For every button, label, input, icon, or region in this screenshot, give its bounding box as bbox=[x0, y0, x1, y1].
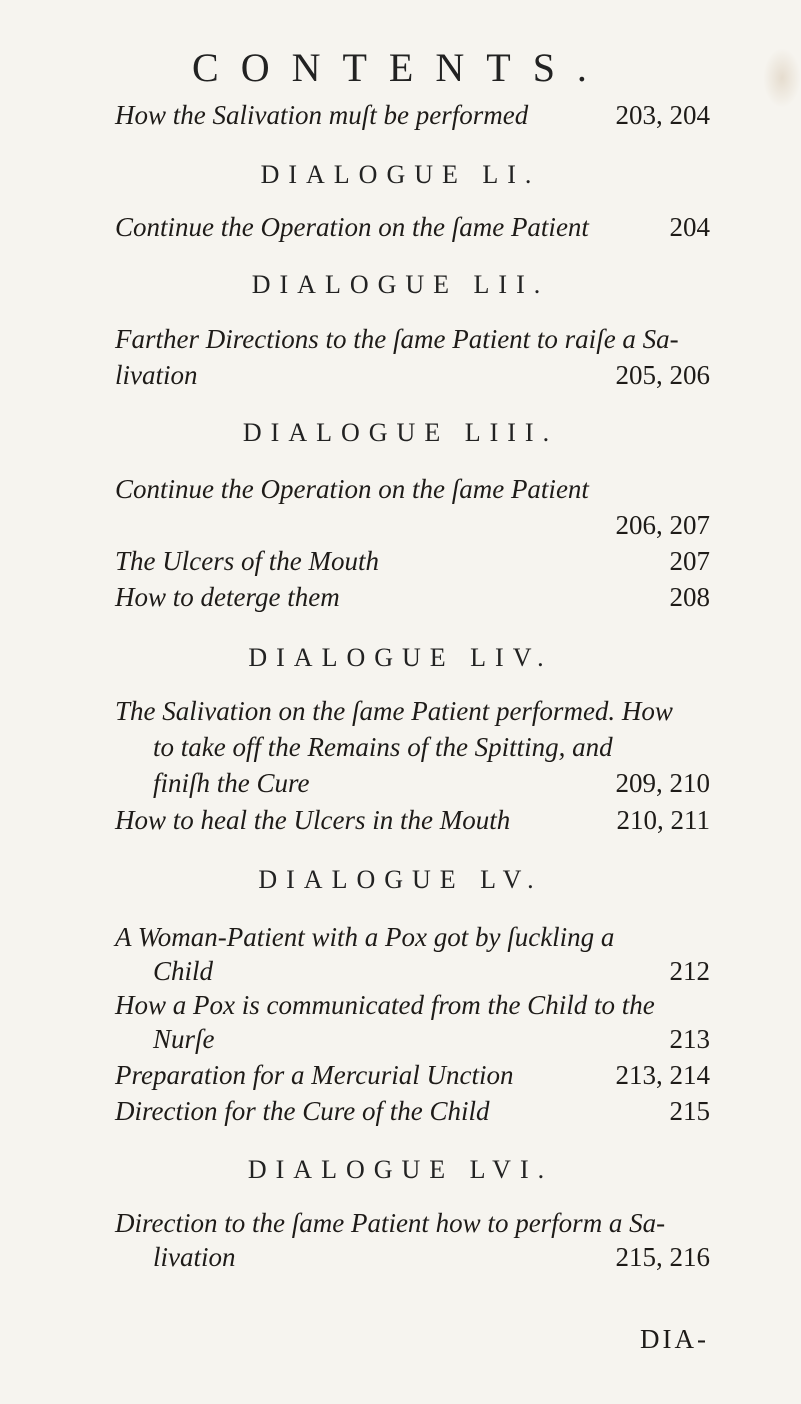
entry-title: How a Pox is communicated from the Child to the bbox=[115, 990, 655, 1020]
contents-entry bbox=[115, 212, 710, 252]
contents-entry bbox=[115, 1208, 710, 1284]
entry-title: Continue the Operation on the ſame Patient bbox=[115, 212, 589, 242]
dialogue-heading: DIALOGUE LI. bbox=[260, 160, 541, 189]
entry-pages: 213 bbox=[669, 1024, 710, 1054]
contents-entry bbox=[115, 324, 710, 400]
entry-pages: 215, 216 bbox=[615, 1242, 710, 1272]
contents-entry bbox=[115, 546, 710, 582]
contents-entry bbox=[115, 582, 710, 618]
entry-title-continued: finiſh the Cure bbox=[153, 768, 310, 798]
entry-title: Direction for the Cure of the Child bbox=[115, 1096, 490, 1126]
entry-pages: 203, 204 bbox=[615, 100, 710, 130]
entry-pages: 209, 210 bbox=[615, 768, 710, 798]
entry-title-continued: livation bbox=[153, 1242, 236, 1272]
contents-entry bbox=[115, 1060, 710, 1096]
catchword: DIA- bbox=[640, 1324, 709, 1354]
contents-entry bbox=[115, 474, 710, 550]
dialogue-heading: DIALOGUE LIV. bbox=[248, 643, 553, 672]
entry-title: How to heal the Ulcers in the Mouth bbox=[115, 805, 511, 835]
entry-title: A Woman-Patient with a Pox got by ſuckling a bbox=[115, 922, 615, 952]
entry-title: Farther Directions to the ſame Patient to raiſe a Sa- bbox=[115, 324, 679, 354]
dialogue-heading: DIALOGUE LV. bbox=[258, 865, 543, 894]
entry-pages: 204 bbox=[669, 212, 710, 242]
contents-entry bbox=[115, 805, 710, 841]
entry-title: Preparation for a Mercurial Unction bbox=[115, 1060, 514, 1090]
entry-title: How the Salivation muſt be performed bbox=[115, 100, 529, 130]
contents-entry bbox=[115, 990, 710, 1066]
entry-title: The Ulcers of the Mouth bbox=[115, 546, 379, 576]
entry-title-continued: livation bbox=[115, 360, 198, 390]
entry-pages: 212 bbox=[669, 956, 710, 986]
entry-title: Continue the Operation on the ſame Patient bbox=[115, 474, 589, 504]
entry-pages: 208 bbox=[669, 582, 710, 612]
contents-entry bbox=[115, 100, 710, 140]
dialogue-heading: DIALOGUE LIII. bbox=[242, 418, 559, 447]
contents-entry bbox=[115, 922, 710, 998]
entry-title: Direction to the ſame Patient how to perform a Sa- bbox=[115, 1208, 666, 1238]
dialogue-heading: DIALOGUE LVI. bbox=[247, 1155, 554, 1184]
entry-pages: 206, 207 bbox=[615, 510, 710, 540]
entry-title-continued: to take off the Remains of the Spitting, and bbox=[153, 732, 613, 762]
entry-title: The Salivation on the ſame Patient performed. How bbox=[115, 696, 673, 726]
contents-entry bbox=[115, 696, 710, 808]
page-header: CONTENTS. bbox=[192, 45, 609, 90]
entry-pages: 207 bbox=[669, 546, 710, 576]
contents-entry bbox=[115, 1096, 710, 1132]
entry-title-continued: Child bbox=[153, 956, 214, 986]
dialogue-heading: DIALOGUE LII. bbox=[251, 270, 550, 299]
entry-pages: 205, 206 bbox=[615, 360, 710, 390]
entry-pages: 215 bbox=[669, 1096, 710, 1126]
entry-pages: 213, 214 bbox=[615, 1060, 710, 1090]
entry-title: How to deterge them bbox=[115, 582, 340, 612]
entry-title-continued: Nurſe bbox=[153, 1024, 215, 1054]
entry-pages: 210, 211 bbox=[616, 805, 710, 835]
